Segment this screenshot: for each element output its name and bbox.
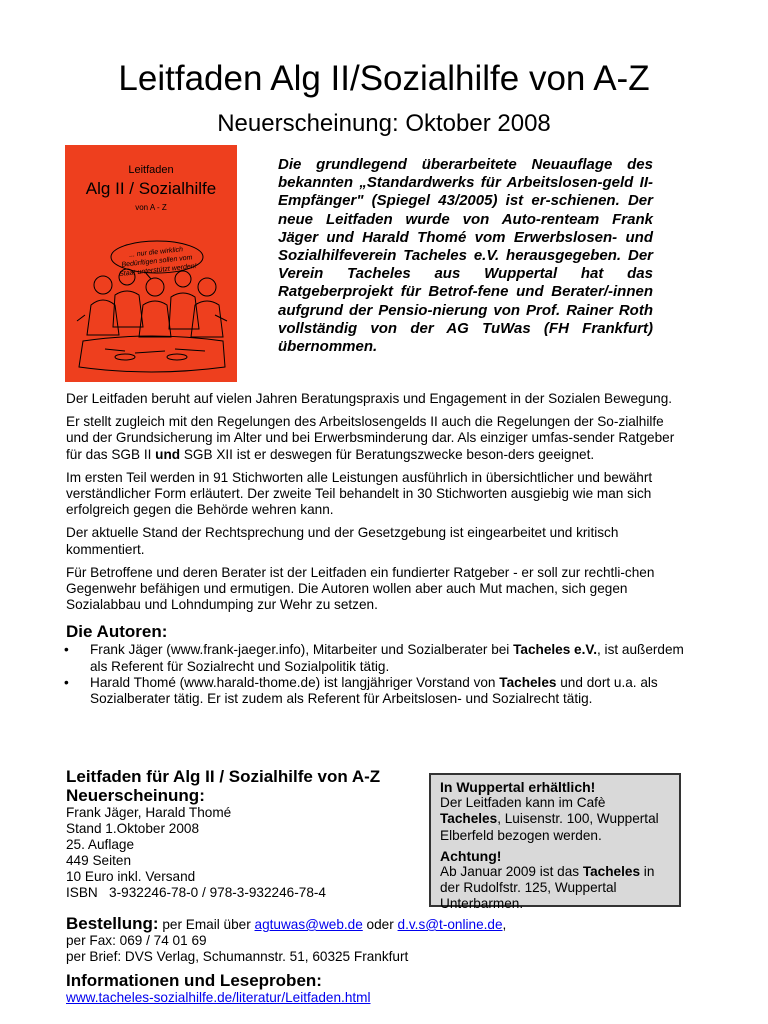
body-paragraph-5: Für Betroffene und deren Berater ist der Leitfaden ein fundierter Ratgeber - er soll zur rechtli-chen Gegenwehr befähigen und ermutigen. Die Autoren wollen aber auch Mut machen, sich gegen Sozialabbau und Lohndumping zur Wehr zu setzen. bbox=[66, 564, 655, 613]
attention-heading: Achtung! bbox=[440, 847, 502, 864]
order-fax: per Fax: 069 / 74 01 69 bbox=[66, 933, 207, 949]
author-item: • Harald Thomé (www.harald-thome.de) ist langjähriger Vorstand von Tacheles und dort u.a. als Sozialberater tätig. Er ist zudem als Referent für Arbeitslosen- und Sozialrecht tätig. bbox=[64, 674, 658, 707]
order-email-line: Bestellung: per Email über agtuwas@web.de oder d.v.s@t-online.de, bbox=[66, 914, 507, 933]
book-price: 10 Euro inkl. Versand bbox=[66, 869, 196, 884]
authors-heading: Die Autoren: bbox=[66, 622, 168, 642]
bullet-icon: • bbox=[64, 642, 69, 658]
body-paragraph-1: Der Leitfaden beruht auf vielen Jahren Beratungspraxis und Engagement in der Sozialen Bewegung. bbox=[66, 391, 673, 406]
book-stand: Stand 1.Oktober 2008 bbox=[66, 821, 200, 836]
book-pages: 449 Seiten bbox=[66, 853, 132, 868]
body-paragraph-2: Er stellt zugleich mit den Regelungen des Arbeitslosengelds II auch die Regelungen der So-zialhilfe und der Grundsicherung im Alter und bei Erwerbsminderung dar. Als einziger umfas-sender Ratgeber für das SGB II und SGB XII ist er deswegen für Beratungszwecke beson-ders geeignet. bbox=[66, 414, 675, 462]
book-details bbox=[66, 767, 426, 901]
book-subheading: Neuerscheinung: bbox=[66, 786, 205, 805]
cover-line-3: von A - Z bbox=[135, 203, 167, 212]
intro-paragraph: Die grundlegend überarbeitete Neuauflage des bekannten „Standardwerks für Arbeitslosen-geld II-Empfänger" (Spiegel 43/2005) ist er-schienen. Der neue Leitfaden wurde von Auto-renteam Frank Jäger und Harald Thomé vom Erwerbslosen- und Sozialhilfeverein Tacheles e.V. herausgegeben. Der Verein Tacheles aus Wuppertal hat das Ratgeberprojekt für Betrof-fene und Berater/-innen aufgrund der Pensio-nierung von Prof. Rainer Roth vollständig von der AG TuWas (FH Frankfurt) übernommen. bbox=[278, 156, 653, 356]
book-heading: Leitfaden für Alg II / Sozialhilfe von A-Z bbox=[66, 767, 381, 786]
page-subtitle: Neuerscheinung: Oktober 2008 bbox=[217, 110, 551, 137]
availability-heading: In Wuppertal erhältlich! bbox=[440, 779, 596, 795]
email-link-agtuwas[interactable]: agtuwas@web.de bbox=[254, 917, 363, 932]
author-item: • Frank Jäger (www.frank-jaeger.info), Mitarbeiter und Sozialberater bei Tacheles e.V., ist außerdem als Referent für Sozialrecht und Sozialpolitik tätig. bbox=[64, 642, 684, 674]
book-authors: Frank Jäger, Harald Thomé bbox=[66, 805, 232, 820]
authors-list bbox=[66, 642, 686, 707]
cover-line-2: Alg II / Sozialhilfe bbox=[85, 179, 217, 198]
availability-text: Der Leitfaden kann im Cafè Tacheles, Luisenstr. 100, Wuppertal Elberfeld bezogen werden. bbox=[440, 795, 659, 843]
cover-speech-bubble: ... nur die wirklich Bedürftigen sollen vom Staat unterstützt werden! bbox=[118, 246, 197, 278]
info-url-link[interactable]: www.tacheles-sozialhilfe.de/literatur/Leitfaden.html bbox=[66, 989, 371, 1005]
order-section bbox=[66, 914, 706, 1006]
body-paragraph-4: Der aktuelle Stand der Rechtsprechung und der Gesetzgebung ist eingearbeitet und kritisch kommentiert. bbox=[66, 525, 619, 557]
body-paragraph-3: Im ersten Teil werden in 91 Stichworten alle Leistungen ausführlich in übersichtlicher und bewährt verständlicher Form erläutert. Der zweite Teil behandelt in 30 Stichworten ausgiebig wie man sich erfolgreich gegen die Behörde wehren kann. bbox=[66, 469, 653, 518]
availability-box bbox=[429, 773, 681, 912]
order-heading: Bestellung: bbox=[66, 914, 159, 933]
book-cover-image bbox=[65, 145, 237, 382]
page-title: Leitfaden Alg II/Sozialhilfe von A-Z bbox=[118, 59, 650, 98]
book-edition: 25. Auflage bbox=[66, 837, 135, 852]
order-post: per Brief: DVS Verlag, Schumannstr. 51, 60325 Frankfurt bbox=[66, 949, 409, 965]
info-heading: Informationen und Leseproben: bbox=[66, 970, 322, 990]
bullet-icon: • bbox=[64, 674, 69, 690]
email-link-dvs[interactable]: d.v.s@t-online.de bbox=[397, 917, 503, 932]
main-body bbox=[66, 391, 686, 707]
cover-line-1: Leitfaden bbox=[128, 164, 174, 176]
attention-text: Ab Januar 2009 ist das Tacheles in der Rudolfstr. 125, Wuppertal Unterbarmen. bbox=[440, 864, 655, 912]
book-isbn: ISBN 3-932246-78-0 / 978-3-932246-78-4 bbox=[66, 885, 326, 900]
